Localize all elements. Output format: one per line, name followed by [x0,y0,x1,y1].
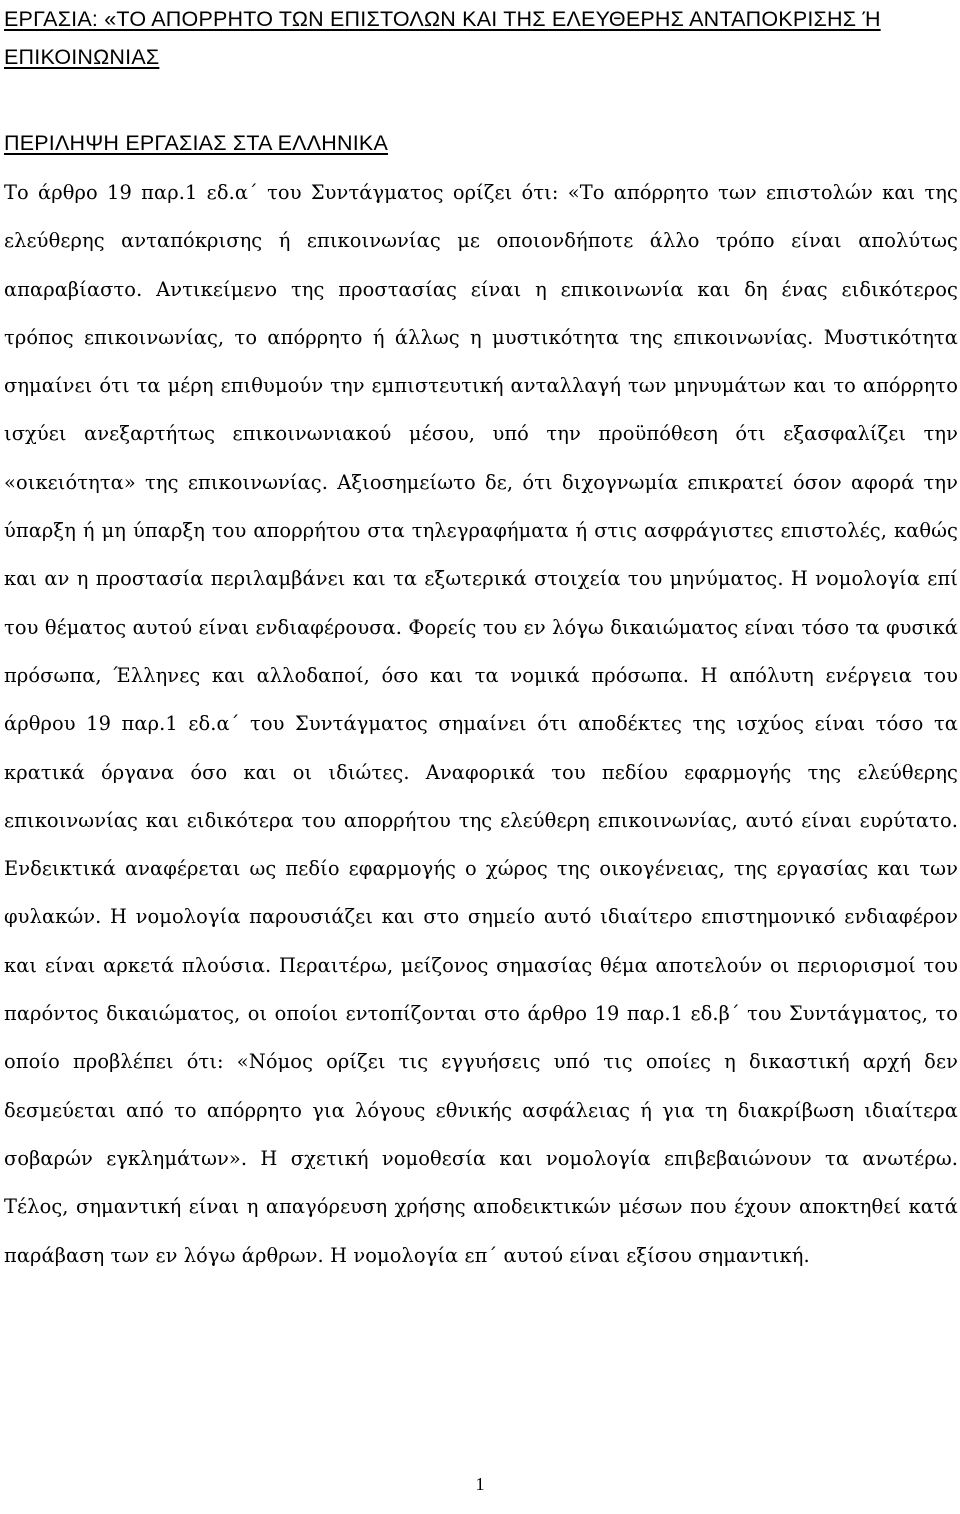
summary-heading: ΠΕΡΙΛΗΨΗ ΕΡΓΑΣΙΑΣ ΣΤΑ ΕΛΛΗΝΙΚΑ [4,131,389,155]
summary-paragraph: Το άρθρο 19 παρ.1 εδ.α΄ του Συντάγματος ορίζει ότι: «Το απόρρητο των επιστολών και της ελεύθερης ανταπόκρισης ή επικοινωνίας με οποιονδήποτε άλλο τρόπο είναι απολύτως απαραβίαστο. Αντικείμενο της προστασίας είναι η επικοινωνία και δη ένας ειδικότερος τρόπος επικοινωνίας, το απόρρητο ή άλλως η μυστικότητα της επικοινωνίας. Μυστικότητα σημαίνει ότι τα μέρη επιθυμούν την εμπιστευτική ανταλλαγή των μηνυμάτων και το απόρρητο ισχύει ανεξαρτήτως επικοινωνιακού μέσου, υπό την προϋπόθεση ότι εξασφαλίζει την «οικειότητα» της επικοινωνίας. Αξιοσημείωτο δε, ότι διχογνωμία επικρατεί όσον αφορά την ύπαρξη ή μη ύπαρξη του απορρήτου στα τηλεγραφήματα ή στις ασφράγιστες επιστολές, καθώς και αν η προστασία περιλαμβάνει και τα εξωτερικά στοιχεία του μηνύματος. Η νομολογία επί του θέματος αυτού είναι ενδιαφέρουσα. Φορείς του εν λόγω δικαιώματος είναι τόσο τα φυσικά πρόσωπα, Έλληνες και αλλοδαποί, όσο και τα νομικά πρόσωπα. Η απόλυτη ενέργεια του άρθρου 19 παρ.1 εδ.α΄ του Συντάγματος σημαίνει ότι αποδέκτες της ισχύος είναι τόσο τα κρατικά όργανα όσο και οι ιδιώτες. Αναφορικά του πεδίου εφαρμογής της ελεύθερης επικοινωνίας και ειδικότερα του απορρήτου της ελεύθερη επικοινωνίας, αυτό είναι ευρύτατο. Ενδεικτικά αναφέρεται ως πεδίο εφαρμογής ο χώρος της οικογένειας, της εργασίας και των φυλακών. Η νομολογία παρουσιάζει και στο σημείο αυτό ιδιαίτερο επιστημονικό ενδιαφέρον και είναι αρκετά πλούσια. Περαιτέρω, μείζονος σημασίας θέμα αποτελούν οι περιορισμοί του παρόντος δικαιώματος, οι οποίοι εντοπίζονται στο άρθρο 19 παρ.1 εδ.β΄ του Συντάγματος, το οποίο προβλέπει ότι: «Νόμος ορίζει τις εγγυήσεις υπό τις οποίες η δικαστική αρχή δεν δεσμεύεται από το απόρρητο για λόγους εθνικής ασφάλειας ή για τη διακρίβωση ιδιαίτερα σοβαρών εγκλημάτων». Η σχετική νομοθεσία και νομολογία επιβεβαιώνουν τα ανωτέρω. Τέλος, σημαντική είναι η απαγόρευση χρήσης αποδεικτικών μέσων που έχουν αποκτηθεί κατά παράβαση των εν λόγω άρθρων. Η νομολογία επ΄ αυτού είναι εξίσου σημαντική. [4,181,958,1267]
document-title: ΕΡΓΑΣΙΑ: «ΤΟ ΑΠΟΡΡΗΤΟ ΤΩΝ ΕΠΙΣΤΟΛΩΝ ΚΑΙ ΤΗΣ ΕΛΕΥΘΕΡΗΣ ΑΝΤΑΠΟΚΡΙΣΗΣ Ή ΕΠΙΚΟΙΝΩΝΙΑΣ [4,7,881,69]
page-number: 1 [475,1474,485,1494]
